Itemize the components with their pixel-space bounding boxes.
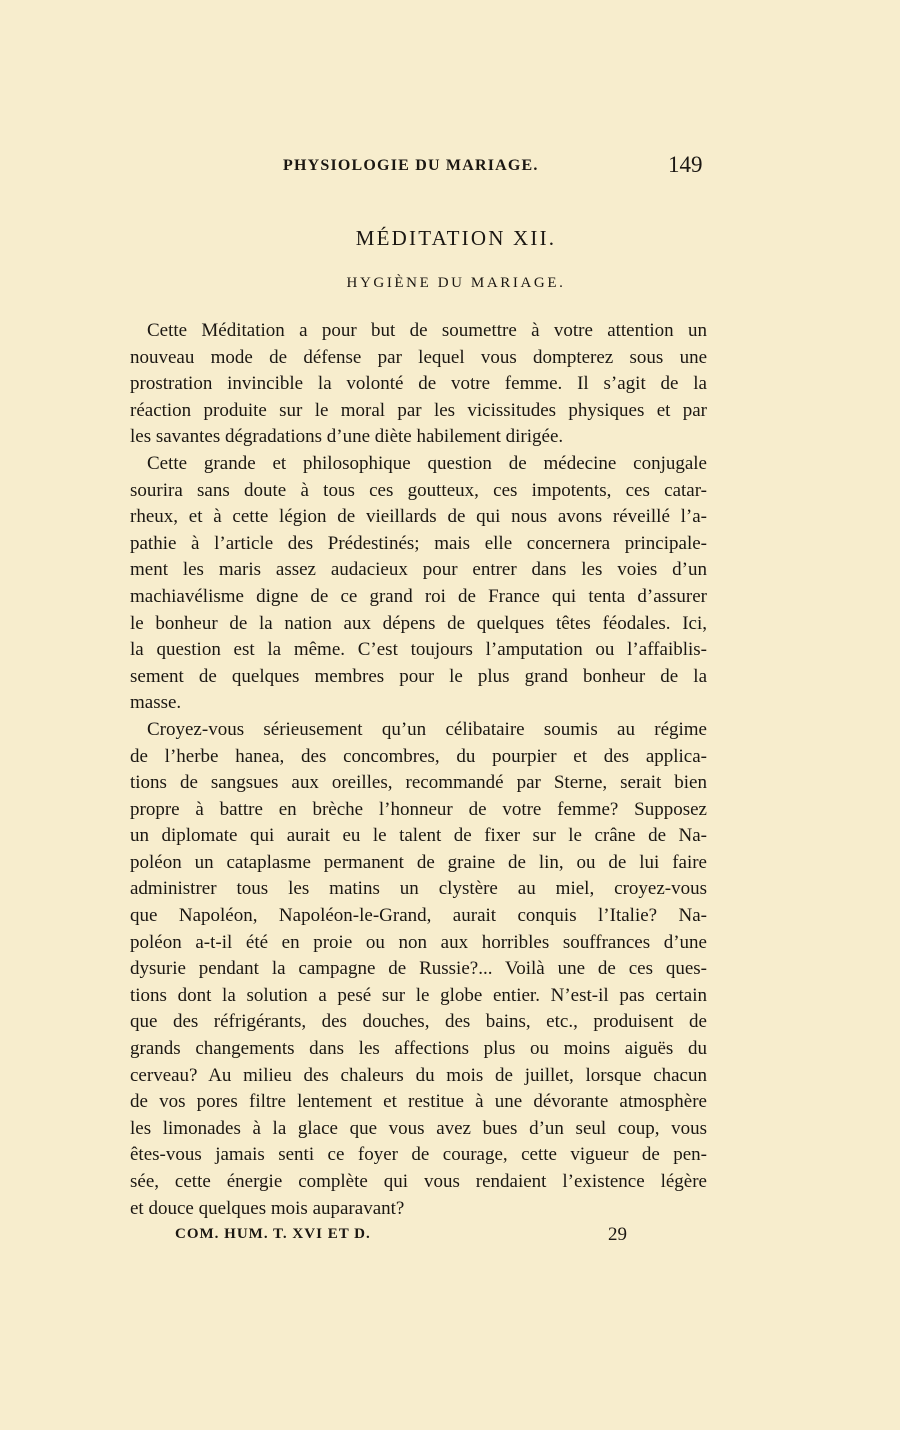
text-line: administrer tous les matins un clystère au miel, croyez-vous — [130, 878, 707, 900]
text-line: nouveau mode de défense par lequel vous dompterez sous une — [130, 346, 707, 368]
text-line: cerveau? Au milieu des chaleurs du mois de juillet, lorsque chacun — [130, 1064, 707, 1086]
text-line: sourira sans doute à tous ces goutteux, ces impotents, ces catar- — [130, 479, 707, 501]
text-line: Cette grande et philosophique question de médecine conjugale — [147, 452, 707, 474]
paragraph — [130, 717, 707, 1222]
running-head: PHYSIOLOGIE DU MARIAGE. — [283, 157, 539, 174]
paragraph — [130, 318, 707, 451]
page-number: 149 — [668, 152, 703, 177]
text-line: tions de sangsues aux oreilles, recommandé par Sterne, serait bien — [130, 772, 707, 794]
text-line: de l’herbe hanea, des concombres, du pourpier et des applica- — [130, 745, 707, 767]
text-line: masse. — [130, 692, 182, 714]
text-line: Cette Méditation a pour but de soumettre à votre attention un — [147, 320, 707, 341]
text-line: que des réfrigérants, des douches, des bains, etc., produisent de — [130, 1011, 707, 1033]
text-line: sée, cette énergie complète qui vous rendaient l’existence légère — [130, 1171, 707, 1192]
footer-sheet-number: 29 — [608, 1224, 627, 1245]
text-line: le bonheur de la nation aux dépens de quelques têtes féodales. Ici, — [130, 612, 707, 634]
text-line: les savantes dégradations d’une diète habilement dirigée. — [130, 426, 564, 448]
text-line: Croyez-vous sérieusement qu’un célibataire soumis au régime — [147, 718, 707, 740]
text-line: êtes-vous jamais senti ce foyer de courage, cette vigueur de pen- — [130, 1144, 707, 1166]
text-line: pathie à l’article des Prédestinés; mais elle concernera principale- — [130, 532, 707, 554]
text-line: poléon a-t-il été en proie ou non aux horribles souffrances d’une — [130, 931, 707, 953]
text-line: sement de quelques membres pour le plus grand bonheur de la — [130, 665, 707, 687]
chapter-title: MÉDITATION XII. — [355, 226, 557, 250]
text-line: tions dont la solution a pesé sur le globe entier. N’est-il pas certain — [130, 984, 707, 1006]
text-line: grands changements dans les affections plus ou moins aiguës du — [130, 1038, 707, 1060]
paragraph — [130, 451, 707, 717]
text-line: poléon un cataplasme permanent de graine de lin, ou de lui faire — [130, 851, 707, 873]
text-line: réaction produite sur le moral par les vicissitudes physiques et par — [130, 399, 707, 421]
text-line: un diplomate qui aurait eu le talent de fixer sur le crâne de Na- — [130, 825, 707, 847]
text-line: les limonades à la glace que vous avez bues d’un seul coup, vous — [130, 1117, 707, 1139]
text-line: rheux, et à cette légion de vieillards de qui nous avons réveillé l’a- — [130, 506, 707, 528]
text-line: ment les maris assez audacieux pour entrer dans les voies d’un — [130, 559, 707, 581]
text-line: la question est la même. C’est toujours l’amputation ou l’affaiblis- — [130, 639, 707, 661]
text-line: prostration invincible la volonté de votre femme. Il s’agit de la — [130, 373, 707, 395]
text-line: propre à battre en brèche l’honneur de votre femme? Supposez — [130, 798, 707, 820]
text-line: de vos pores filtre lentement et restitue à une dévorante atmosphère — [130, 1091, 707, 1113]
body-text — [130, 318, 707, 1222]
chapter-subtitle: HYGIÈNE DU MARIAGE. — [346, 275, 566, 291]
footer-signature: COM. HUM. T. XVI ET D. — [175, 1226, 371, 1242]
text-line: machiavélisme digne de ce grand roi de France qui tenta d’assurer — [130, 585, 707, 607]
text-line: que Napoléon, Napoléon-le-Grand, aurait conquis l’Italie? Na- — [130, 905, 707, 927]
text-line: dysurie pendant la campagne de Russie?... Voilà une de ces ques- — [130, 958, 707, 980]
text-line: et douce quelques mois auparavant? — [130, 1197, 405, 1219]
